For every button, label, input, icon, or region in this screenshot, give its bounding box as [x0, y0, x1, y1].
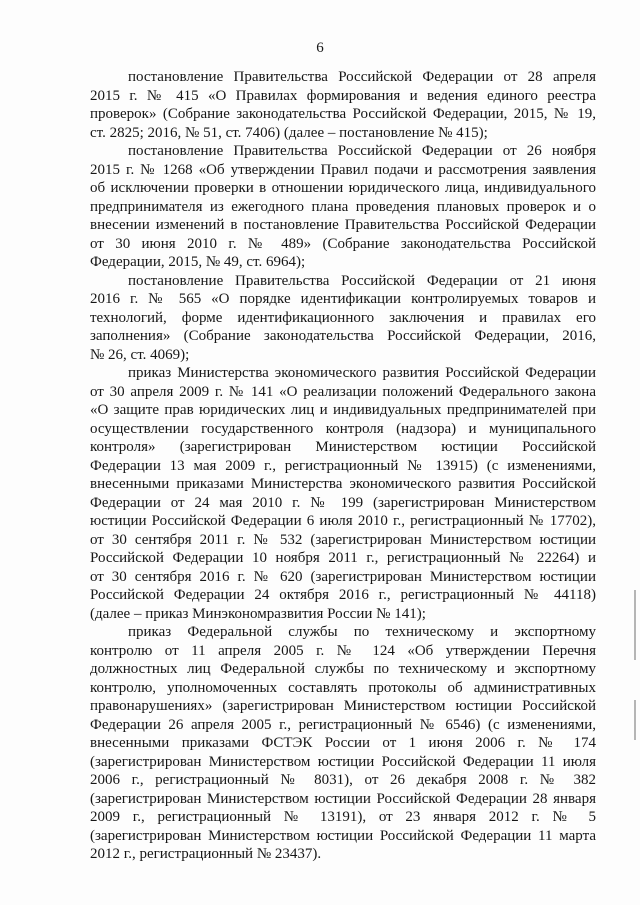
text-line: от 30 сентября 2016 г. № 620 (зарегистрирован Министерством юстиции: [90, 568, 596, 585]
scan-edge-mark: [634, 700, 636, 740]
document-body: [90, 68, 596, 864]
text-line: 2015 г. № 1268 «Об утверждении Правил подачи и рассмотрения заявления: [90, 161, 596, 178]
text-line: 2012 г., регистрационный № 23437).: [90, 846, 322, 862]
text-line: 2016 г. № 565 «О порядке идентификации контролируемых товаров и: [90, 291, 596, 307]
text-line: 2015 г. № 415 «О Правилах формирования и ведения единого реестра: [90, 87, 596, 104]
text-line: об исключении проверки в отношении юридического лица, индивидуального: [90, 180, 596, 196]
text-line: контролю, уполномоченных составлять протоколы об административных: [90, 679, 596, 696]
text-line: Российской Федерации 10 ноября 2011 г., регистрационный № 22264) и: [90, 550, 596, 566]
text-line: (далее – приказ Минэкономразвития России № 141);: [90, 605, 426, 622]
text-line: Российской Федерации 24 октября 2016 г., регистрационный № 44118): [90, 587, 596, 603]
text-line: № 26, ст. 4069);: [90, 346, 190, 363]
text-line: 2009 г., регистрационный № 13191), от 23 января 2012 г. № 5: [90, 809, 596, 825]
text-line: осуществлении государственного контроля (надзора) и муниципального: [90, 420, 596, 437]
text-line: должностных лиц Федеральной службы по техническому и экспортному: [90, 661, 596, 677]
text-line: Федерации, 2015, № 49, ст. 6964);: [90, 254, 306, 270]
text-line: внесенными приказами ФСТЭК России от 1 июня 2006 г. № 174: [90, 735, 596, 751]
text-line: внесенными приказами Министерства экономического развития Российской: [90, 476, 596, 492]
scan-edge-mark: [634, 590, 636, 660]
paragraph: [90, 272, 596, 365]
text-line: заполнения» (Собрание законодательства Российской Федерации, 2016,: [90, 328, 596, 344]
text-line: Федерации от 24 мая 2010 г. № 199 (зарегистрирован Министерством: [90, 494, 596, 511]
text-line: постановление Правительства Российской Федерации от 28 апреля: [128, 69, 596, 85]
text-line: приказ Министерства экономического развития Российской Федерации: [128, 365, 596, 381]
text-line: предпринимателя из ежегодного плана проведения плановых проверок и о: [90, 198, 596, 215]
text-line: «О защите прав юридических лиц и индивидуальных предпринимателей при: [90, 402, 596, 418]
text-line: приказ Федеральной службы по техническому и экспортному: [128, 624, 596, 640]
text-line: контролю от 11 апреля 2005 г. № 124 «Об утверждении Перечня: [90, 642, 596, 659]
text-line: технологий, форме идентификационного заключения и правилах его: [90, 309, 596, 326]
text-line: Федерации 26 апреля 2005 г., регистрационный № 6546) (с изменениями,: [90, 716, 596, 733]
text-line: (зарегистрирован Министерством юстиции Российской Федерации 11 марта: [90, 827, 596, 844]
text-line: (зарегистрирован Министерством юстиции Российской Федерации 11 июля: [90, 753, 596, 770]
text-line: (зарегистрирован Министерством юстиции Российской Федерации 28 января: [90, 790, 596, 807]
paragraph: [90, 142, 596, 272]
text-line: от 30 сентября 2011 г. № 532 (зарегистрирован Министерством юстиции: [90, 531, 596, 548]
text-line: проверок» (Собрание законодательства Российской Федерации, 2015, № 19,: [90, 106, 596, 122]
text-line: Федерации 13 мая 2009 г., регистрационный № 13915) (с изменениями,: [90, 457, 596, 474]
text-line: правонарушениях» (зарегистрирован Министерством юстиции Российской: [90, 698, 596, 714]
page-number: 6: [316, 40, 324, 56]
text-line: внесении изменений в постановление Правительства Российской Федерации: [90, 217, 596, 233]
paragraph: [90, 68, 596, 142]
text-line: 2006 г., регистрационный № 8031), от 26 декабря 2008 г. № 382: [90, 772, 596, 788]
paragraph: [90, 623, 596, 864]
text-line: контроля» (зарегистрирован Министерством юстиции Российской: [90, 439, 596, 455]
paragraph: [90, 364, 596, 623]
text-line: юстиции Российской Федерации 6 июля 2010 г., регистрационный № 17702),: [90, 513, 596, 529]
text-line: постановление Правительства Российской Федерации от 26 ноября: [128, 143, 596, 159]
text-line: от 30 июня 2010 г. № 489» (Собрание законодательства Российской: [90, 235, 596, 252]
text-line: от 30 апреля 2009 г. № 141 «О реализации положений Федерального закона: [90, 383, 596, 400]
text-line: ст. 2825; 2016, № 51, ст. 7406) (далее – постановление № 415);: [90, 124, 488, 141]
text-line: постановление Правительства Российской Федерации от 21 июня: [128, 272, 596, 289]
